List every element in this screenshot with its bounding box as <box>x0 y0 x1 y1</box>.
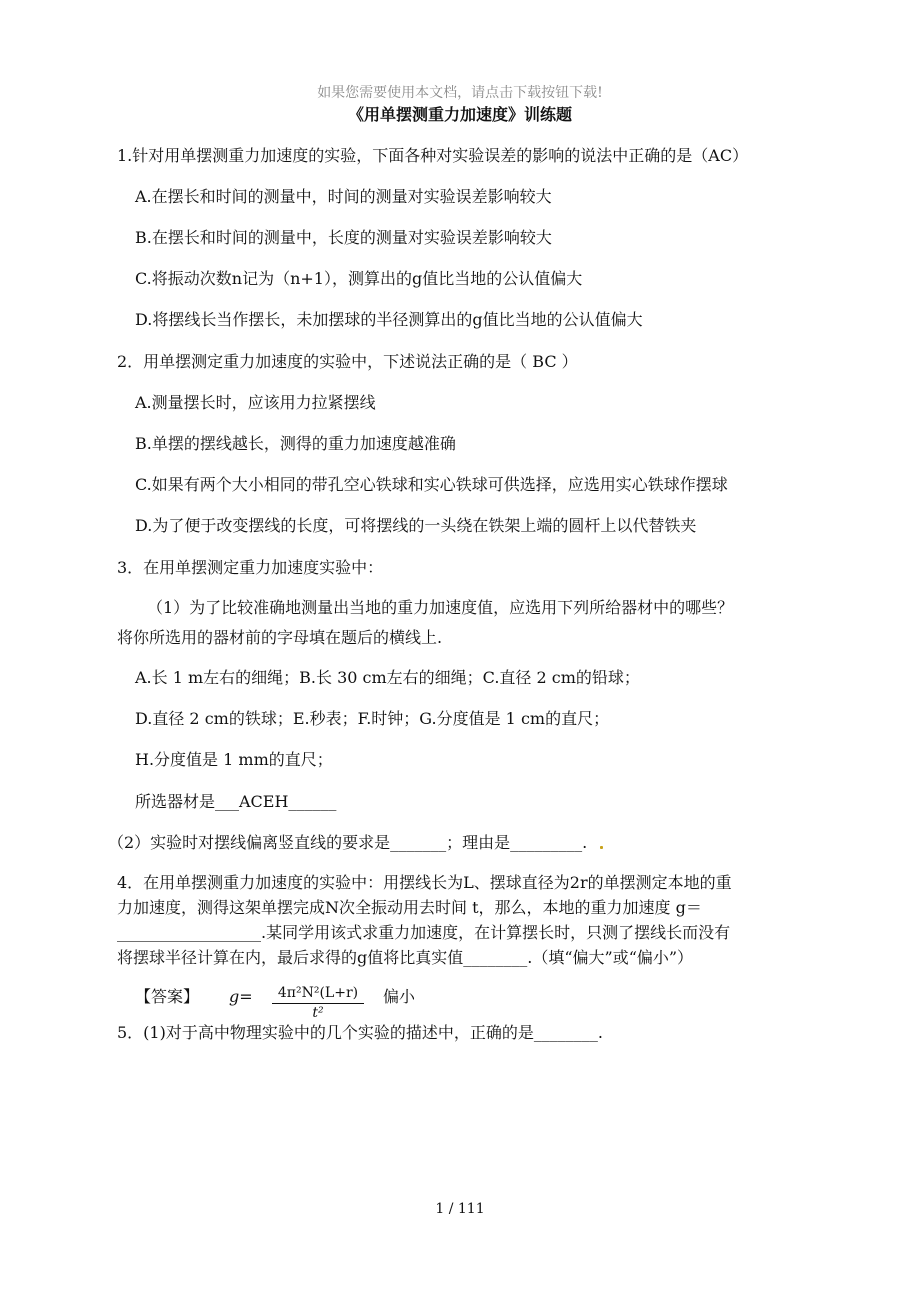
q3-part1-line2: 将你所选用的器材前的字母填在题后的横线上. <box>117 628 443 647</box>
q4-line2: 力加速度，测得这架单摆完成N次全振动用去时间 t，那么，本地的重力加速度 g＝ <box>117 898 702 917</box>
q3-materials-line2: D.直径 2 cm的铁球；E.秒表；F.时钟；G.分度值是 1 cm的直尺； <box>135 709 610 728</box>
q4-line4: 将摆球半径计算在内，最后求得的g值将比真实值________.（填“偏大”或“偏小”） <box>117 948 694 967</box>
q1-option-c: C.将振动次数n记为（n+1），测算出的g值比当地的公认值偏大 <box>135 269 583 288</box>
highlight-dot <box>600 846 603 849</box>
q4-line3: __________________.某同学用该式求重力加速度，在计算摆长时，只测了摆线长而没有 <box>117 923 731 942</box>
q1-option-b: B.在摆长和时间的测量中，长度的测量对实验误差影响较大 <box>135 228 552 247</box>
q4-answer-word: 偏小 <box>383 987 416 1006</box>
q1-stem: 1.针对用单摆测重力加速度的实验，下面各种对实验误差的影响的说法中正确的是（AC） <box>117 146 749 165</box>
q4-formula-numerator: 4π²N²(L+r) <box>272 985 364 1004</box>
page-number: 1 / 111 <box>435 1201 485 1217</box>
q4-answer-label: 【答案】 <box>135 987 200 1006</box>
q5-stem: 5．(1)对于高中物理实验中的几个实验的描述中，正确的是________. <box>117 1023 603 1042</box>
q4-line1: 4．在用单摆测重力加速度的实验中：用摆线长为L、摆球直径为2r的单摆测定本地的重 <box>117 873 732 892</box>
q3-selected-answer: 所选器材是___ACEH______ <box>135 792 337 811</box>
q3-part1-line1: （1）为了比较准确地测量出当地的重力加速度值，应选用下列所给器材中的哪些？ <box>147 598 734 617</box>
q3-materials-line1: A.长 1 m左右的细绳；B.长 30 cm左右的细绳；C.直径 2 cm的铅球； <box>135 668 640 687</box>
q4-formula-denominator: t² <box>312 1005 324 1021</box>
q4-formula-fraction <box>272 985 364 1021</box>
download-note: 如果您需要使用本文档，请点击下载按钮下载! <box>317 85 603 101</box>
q2-option-d: D.为了便于改变摆线的长度，可将摆线的一头绕在铁架上端的圆杆上以代替铁夹 <box>135 516 697 535</box>
q1-option-a: A.在摆长和时间的测量中，时间的测量对实验误差影响较大 <box>135 187 552 206</box>
q1-option-d: D.将摆线长当作摆长，未加摆球的半径测算出的g值比当地的公认值偏大 <box>135 310 643 329</box>
q2-option-c: C.如果有两个大小相同的带孔空心铁球和实心铁球可供选择，应选用实心铁球作摆球 <box>135 475 728 494</box>
q2-option-b: B.单摆的摆线越长，测得的重力加速度越准确 <box>135 434 456 453</box>
q3-materials-line3: H.分度值是 1 mm的直尺； <box>135 750 333 769</box>
q3-part2: （2）实验时对摆线偏离竖直线的要求是_______；理由是_________. <box>108 833 588 852</box>
q2-stem: 2．用单摆测定重力加速度的实验中，下述说法正确的是（ BC ） <box>117 352 578 371</box>
q3-stem: 3．在用单摆测定重力加速度实验中： <box>117 558 384 577</box>
document-title: 《用单摆测重力加速度》训练题 <box>347 105 572 124</box>
q4-g-equals: g= <box>229 987 253 1006</box>
q2-option-a: A.测量摆长时，应该用力拉紧摆线 <box>135 393 376 412</box>
